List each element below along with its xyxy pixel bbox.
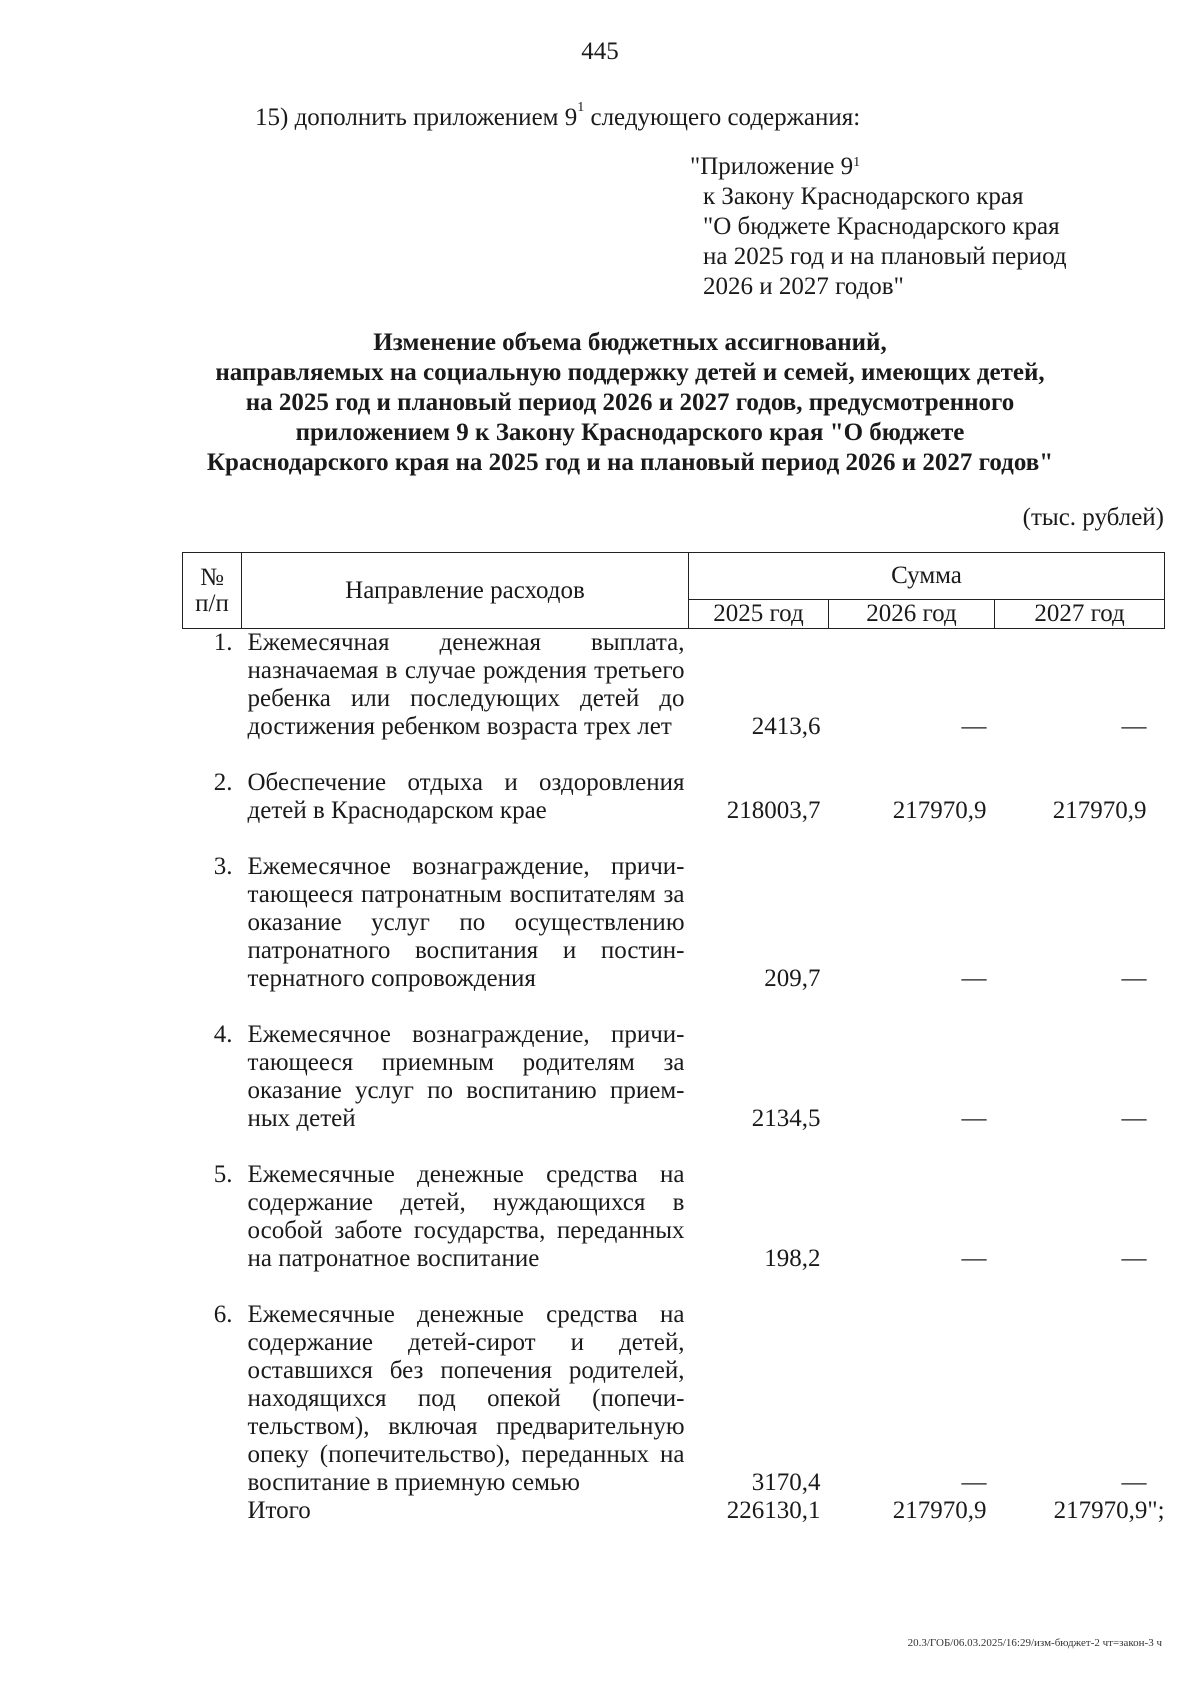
row-direction: Ежемесячные денежные средства на содержание детей-сирот и детей, оставшихся без попечения родителей, находящихся под опекой (попечительством), включая предварительную опеку (попечительство), переданных на воспитание в приемную семью (247, 1301, 685, 1496)
row-spacer (183, 741, 1165, 769)
row-spacer (183, 1133, 1165, 1161)
row-value-2026: 217970,9 (892, 797, 987, 824)
appendix-line-1 (690, 152, 1067, 182)
row-spacer (183, 993, 1165, 1021)
row-value-2025: 2413,6 (751, 713, 821, 740)
total-label: Итого (247, 1497, 311, 1524)
row-value-2025: 2134,5 (751, 1105, 821, 1132)
units-label: (тыс. рублей) (1022, 504, 1164, 531)
page-number: 445 (581, 38, 619, 65)
table-row (183, 629, 1165, 742)
table-row (183, 853, 1165, 993)
row-value-2027: — (1121, 1105, 1147, 1132)
row-value-2025: 218003,7 (726, 797, 821, 824)
header-number-line-2: п/п (195, 589, 229, 617)
row-direction: Ежемесячная денежная выплата, назначаемая в случае рождения третьего ребенка или последующих детей до достижения ребенком возраста трех лет (247, 629, 685, 740)
row-direction: Ежемесячное вознаграждение, причитающееся патронатным воспитателям за оказание услуг по осуществлению патронатного воспитания и постинтернатного сопровождения (247, 853, 685, 992)
row-value-2027: — (1121, 965, 1147, 992)
row-number: 4. (213, 1021, 233, 1048)
row-value-2026: — (961, 1245, 987, 1272)
row-value-2025: 3170,4 (751, 1469, 821, 1496)
amendment-superscript: 1 (577, 100, 585, 115)
title-line-4: приложением 9 к Закону Краснодарского края "О бюджете (295, 419, 965, 446)
header-number-line-1: № (200, 563, 224, 591)
title-line-3: на 2025 год и плановый период 2026 и 2027 годов, предусмотренного (245, 389, 1015, 416)
row-value-2027: 217970,9 (1052, 797, 1147, 824)
row-spacer (183, 825, 1165, 853)
appendix-header (690, 152, 1067, 302)
total-value-2027: 217970,9"; (1053, 1497, 1165, 1524)
row-direction: Ежемесячное вознаграждение, причитающееся приемным родителям за оказание услуг по воспитанию приемных детей (247, 1021, 685, 1132)
header-year-2026: 2026 год (829, 600, 995, 629)
total-value-2025: 226130,1 (726, 1497, 821, 1524)
appendix-title: "Приложение 9 (690, 153, 854, 180)
row-spacer (183, 1273, 1165, 1301)
table-body (183, 629, 1165, 1526)
table-row (183, 769, 1165, 825)
total-row (183, 1497, 1165, 1525)
row-direction: Обеспечение отдыха и оздоровления детей в Краснодарском крае (247, 769, 685, 824)
appendix-line-5: 2026 и 2027 годов" (703, 273, 904, 300)
row-number: 2. (213, 769, 233, 796)
header-direction: Направление расходов (242, 553, 689, 629)
row-value-2027: — (1121, 1245, 1147, 1272)
row-number: 1. (213, 629, 233, 656)
table-row (183, 1161, 1165, 1273)
row-value-2025: 209,7 (764, 965, 821, 992)
title-line-2: направляемых на социальную поддержку детей и семей, имеющих детей, (215, 359, 1045, 386)
row-value-2026: — (961, 965, 987, 992)
header-year-2025: 2025 год (689, 600, 829, 629)
footer-document-code: 20.3/ГОБ/06.03.2025/16:29/изм-бюджет-2 чт=закон-3 ч (907, 1637, 1162, 1649)
header-sum: Сумма (689, 553, 1165, 600)
row-value-2026: — (961, 713, 987, 740)
total-number-cell (183, 1497, 242, 1525)
row-value-2027: — (1121, 713, 1147, 740)
row-number: 6. (213, 1301, 233, 1328)
appendix-line-2: к Закону Краснодарского края (703, 183, 1024, 210)
header-number (183, 553, 242, 629)
row-value-2025: 198,2 (764, 1245, 821, 1272)
row-number: 3. (213, 853, 233, 880)
table-row (183, 1301, 1165, 1497)
row-direction: Ежемесячные денежные средства на содержание детей, нуждающихся в особой заботе государства, переданных на патронатное воспитание (247, 1161, 685, 1272)
title-line-1: Изменение объема бюджетных ассигнований, (373, 329, 887, 356)
row-value-2027: — (1121, 1469, 1147, 1496)
table-row (183, 1021, 1165, 1133)
row-number: 5. (213, 1161, 233, 1188)
amendment-prefix: 15) дополнить приложением 9 (255, 104, 578, 131)
appendix-superscript: 1 (853, 155, 861, 170)
amendment-line (255, 100, 861, 132)
total-value-2026: 217970,9 (892, 1497, 987, 1524)
header-year-2027: 2027 год (995, 600, 1165, 629)
appendix-line-4: на 2025 год и на плановый период (703, 243, 1067, 270)
row-value-2026: — (961, 1469, 987, 1496)
row-value-2026: — (961, 1105, 987, 1132)
document-title (150, 328, 1110, 478)
appendix-line-3: "О бюджете Краснодарского края (703, 213, 1060, 240)
budget-table (182, 552, 1165, 1525)
amendment-suffix: следующего содержания: (584, 104, 861, 131)
title-line-5: Краснодарского края на 2025 год и на плановый период 2026 и 2027 годов" (206, 449, 1054, 476)
